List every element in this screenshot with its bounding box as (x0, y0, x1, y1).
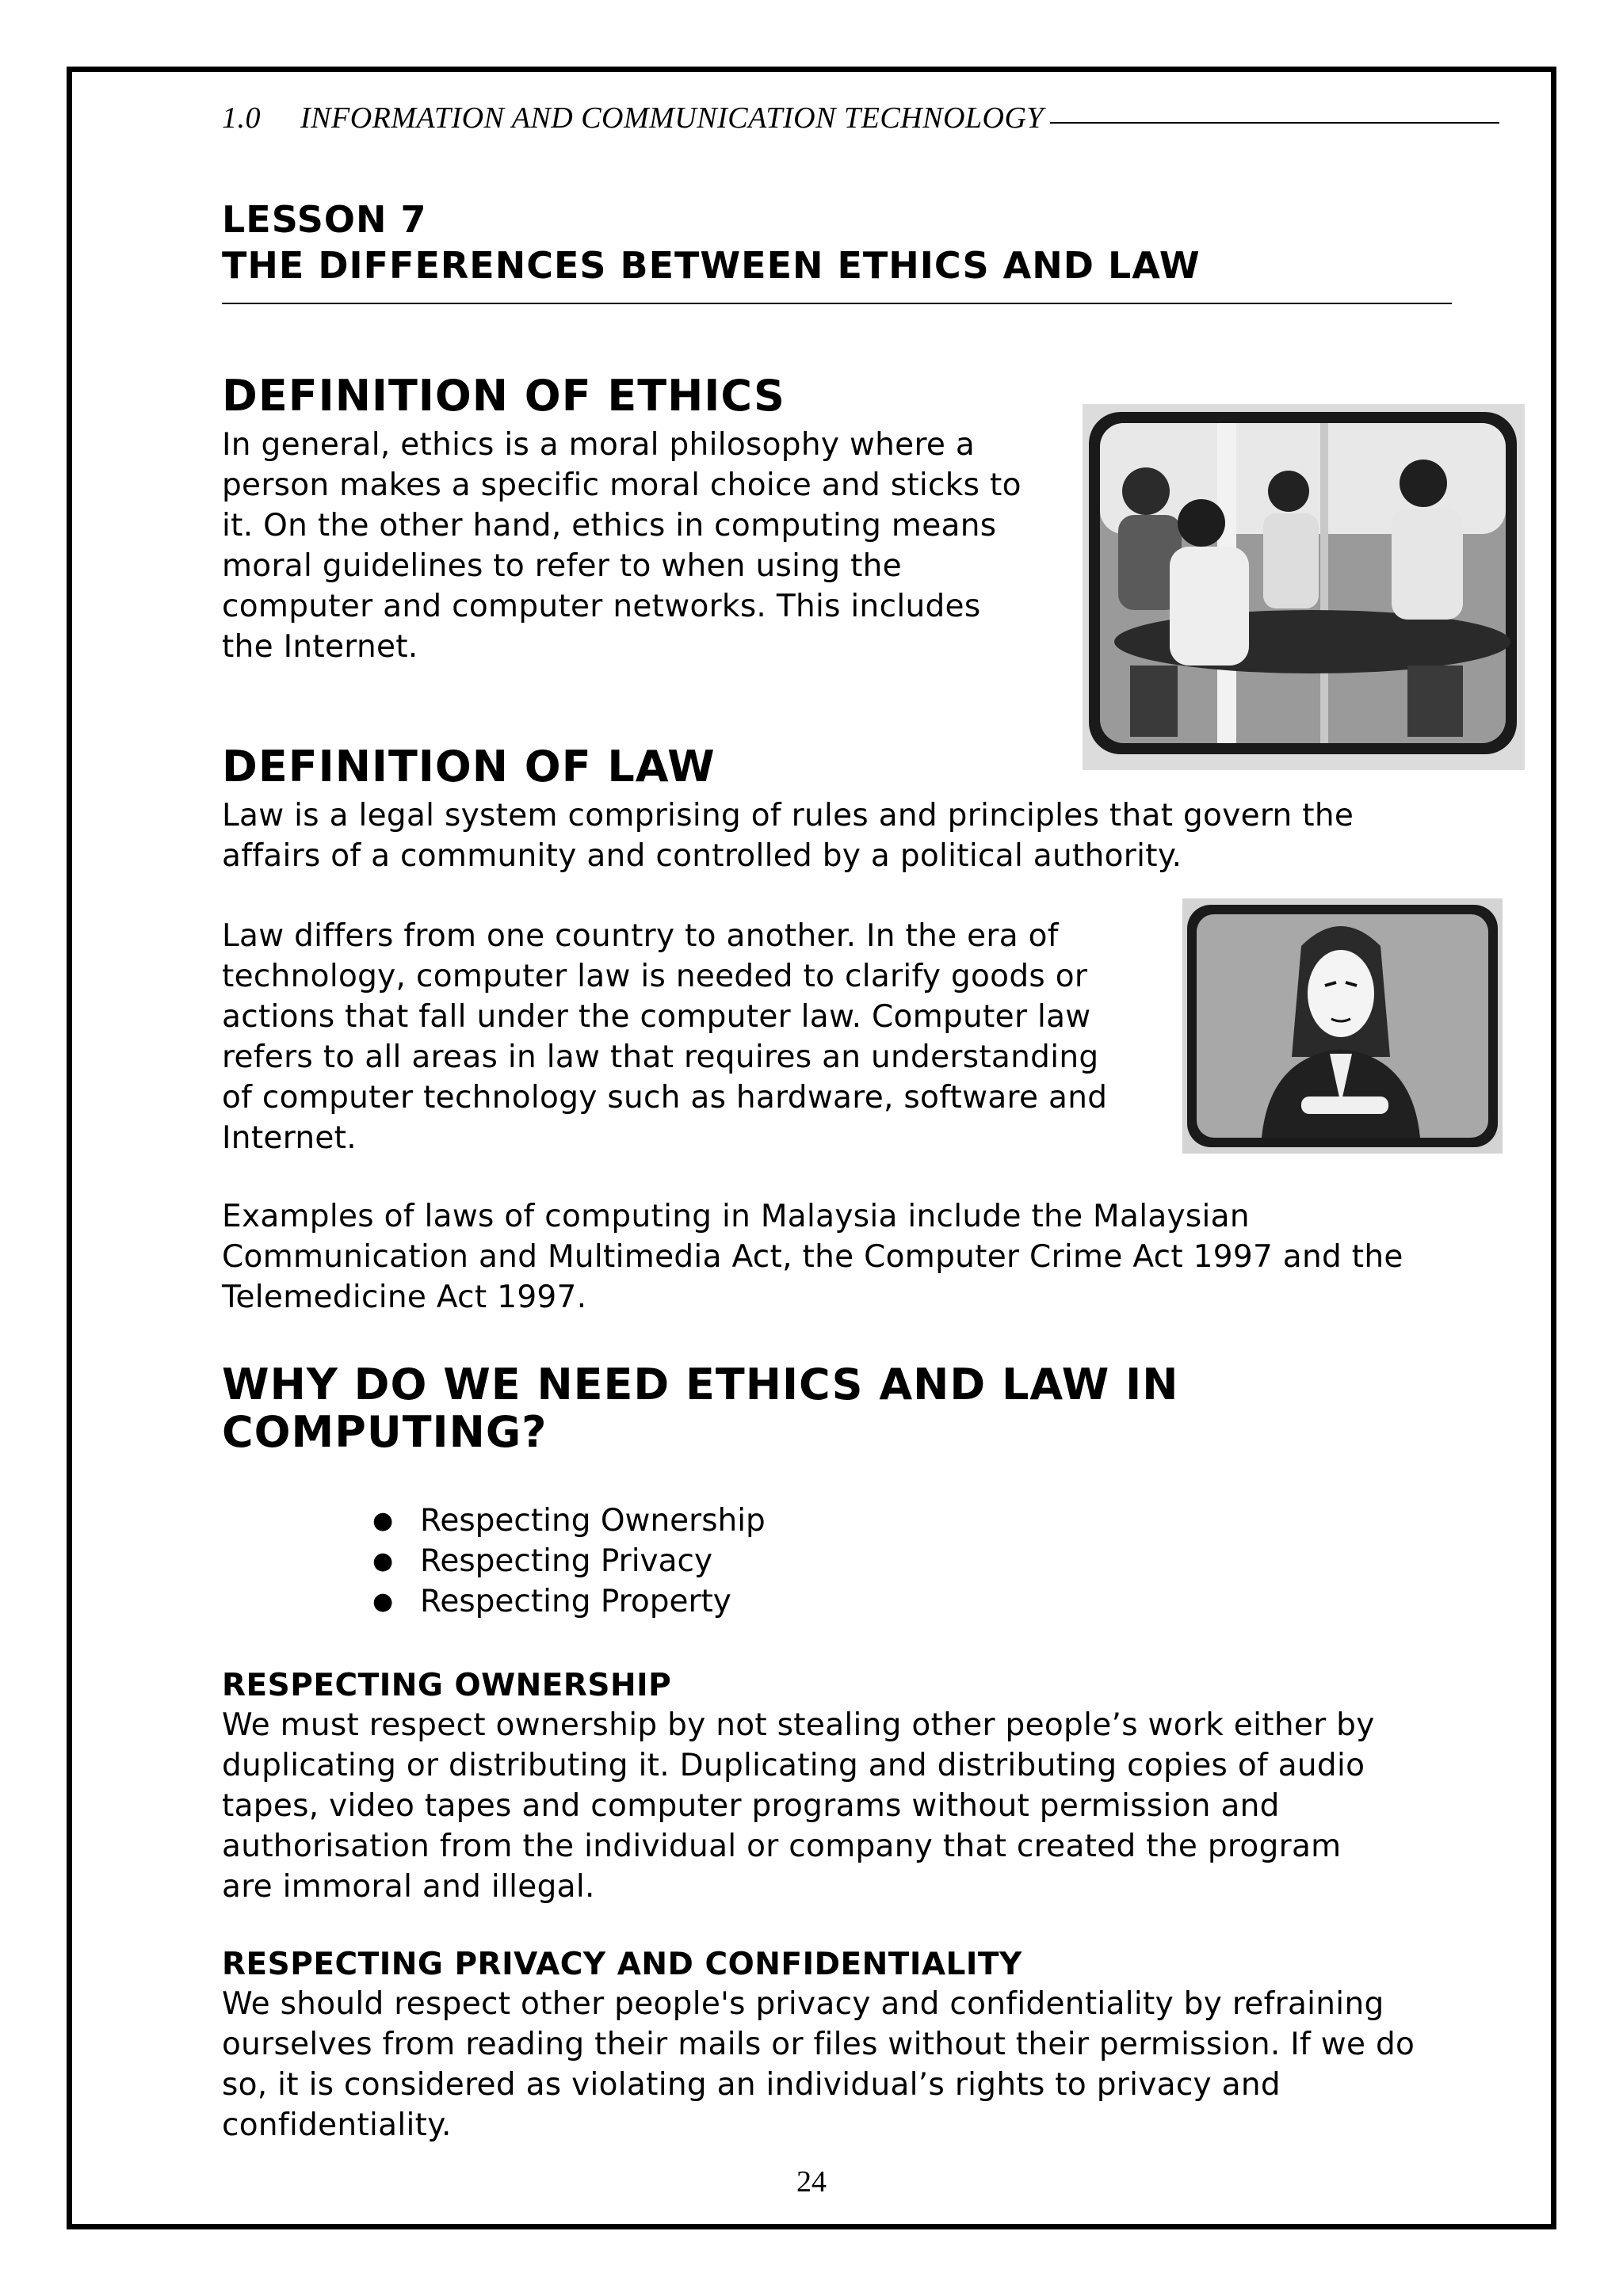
running-header (222, 100, 1499, 136)
bullet-text: Respecting Ownership (420, 1503, 766, 1539)
list-item (372, 1541, 766, 1581)
law-line: technology, computer law is needed to clarify goods or (222, 959, 1088, 994)
bullet-icon: ● (372, 1547, 394, 1575)
list-item (372, 1501, 766, 1541)
ownership-line: authorisation from the individual or company that created the program (222, 1829, 1342, 1864)
meeting-photo (1083, 404, 1525, 770)
law-line: refers to all areas in law that requires an understanding (222, 1039, 1099, 1075)
bullet-icon: ● (372, 1588, 394, 1615)
lesson-number: LESSON 7 (222, 198, 427, 241)
law-line: Law differs from one country to another. In the era of (222, 918, 1059, 954)
lesson-heading (222, 196, 1452, 288)
ethics-line: the Internet. (222, 629, 418, 665)
law-paragraph-1 (222, 795, 1354, 876)
law-line: Internet. (222, 1120, 357, 1156)
header-rule (1050, 122, 1499, 124)
law-line: actions that fall under the computer law. Computer law (222, 999, 1091, 1035)
ethics-heading: DEFINITION OF ETHICS (222, 371, 785, 421)
ethics-paragraph (222, 425, 1022, 667)
privacy-line: ourselves from reading their mails or files without their permission. If we do (222, 2027, 1415, 2062)
ownership-heading: RESPECTING OWNERSHIP (222, 1668, 672, 1703)
lesson-title: THE DIFFERENCES BETWEEN ETHICS AND LAW (222, 244, 1201, 287)
ethics-line: person makes a specific moral choice and sticks to (222, 467, 1022, 503)
ownership-line: duplicating or distributing it. Duplicating and distributing copies of audio (222, 1748, 1365, 1783)
law-line: Law is a legal system comprising of rules and principles that govern the (222, 798, 1354, 833)
ethics-line: computer and computer networks. This includes (222, 589, 981, 624)
ownership-paragraph (222, 1705, 1375, 1907)
privacy-line: confidentiality. (222, 2107, 452, 2143)
ownership-line: We must respect ownership by not stealing other people’s work either by (222, 1707, 1375, 1743)
page-number: 24 (796, 2165, 827, 2199)
ethics-line: moral guidelines to refer to when using the (222, 548, 902, 584)
judge-illustration (1182, 898, 1503, 1154)
law-paragraph-3 (222, 1196, 1403, 1318)
why-heading-line: COMPUTING? (222, 1407, 548, 1457)
law-paragraph-2 (222, 916, 1107, 1158)
law-heading: DEFINITION OF LAW (222, 742, 716, 791)
ownership-line: tapes, video tapes and computer programs without permission and (222, 1788, 1280, 1824)
list-item (372, 1581, 766, 1622)
ethics-line: it. On the other hand, ethics in computing means (222, 508, 997, 543)
law-line: Communication and Multimedia Act, the Computer Crime Act 1997 and the (222, 1239, 1403, 1275)
chapter-title: INFORMATION AND COMMUNICATION TECHNOLOGY (300, 101, 1044, 135)
privacy-paragraph (222, 1984, 1415, 2145)
law-line: Telemedicine Act 1997. (222, 1280, 587, 1315)
law-line: of computer technology such as hardware, software and (222, 1080, 1108, 1116)
why-bullet-list (372, 1501, 766, 1622)
why-heading-line: WHY DO WE NEED ETHICS AND LAW IN (222, 1360, 1179, 1409)
ethics-line: In general, ethics is a moral philosophy where a (222, 427, 976, 463)
lesson-rule (222, 303, 1452, 304)
why-heading (222, 1361, 1178, 1456)
bullet-icon: ● (372, 1507, 394, 1535)
privacy-line: so, it is considered as violating an individual’s rights to privacy and (222, 2067, 1281, 2103)
ownership-line: are immoral and illegal. (222, 1869, 595, 1905)
bullet-text: Respecting Property (420, 1584, 731, 1619)
chapter-number: 1.0 (222, 101, 261, 135)
privacy-heading: RESPECTING PRIVACY AND CONFIDENTIALITY (222, 1947, 1022, 1982)
bullet-text: Respecting Privacy (420, 1543, 713, 1579)
privacy-line: We should respect other people's privacy and confidentiality by refraining (222, 1986, 1384, 2022)
law-line: Examples of laws of computing in Malaysia include the Malaysian (222, 1199, 1250, 1234)
law-line: affairs of a community and controlled by a political authority. (222, 838, 1182, 874)
